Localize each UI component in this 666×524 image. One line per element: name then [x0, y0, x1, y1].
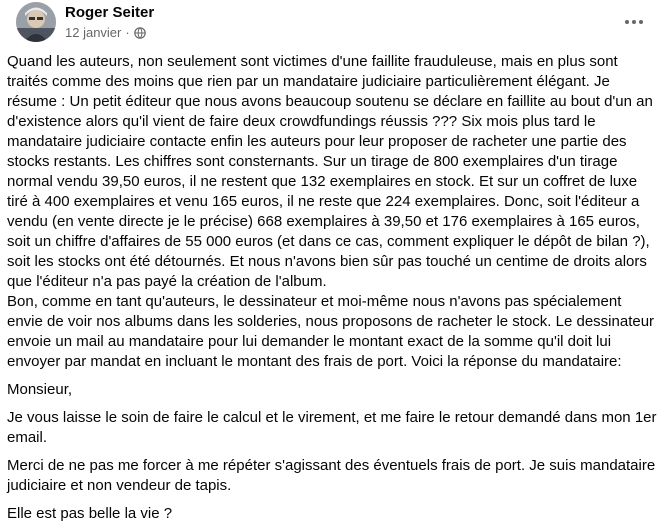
post-paragraph: Merci de ne pas me forcer à me répéter s'agissant des éventuels frais de port. Je suis mandataire judiciaire et non vendeur de tapis. [7, 457, 656, 494]
post-text [7, 52, 659, 524]
post-header [16, 2, 656, 42]
post-paragraph: Elle est pas belle la vie ? [7, 505, 173, 522]
post-meta [65, 25, 146, 40]
globe-icon[interactable] [134, 27, 146, 39]
post-paragraph: Quand les auteurs, non seulement sont victimes d'une faillite frauduleuse, mais en plus sont traités comme des moins que rien par un mandataire judiciaire particulièrement élégant. Je résume : Un petit éditeur que nous avons beaucoup soutenu se déclare en faillite au bout d'un an d'existence alors qu'il vient de faire deux crowdfundings réussis ??? Six mois plus tard le mandataire judiciaire contacte enfin les auteurs pour leur proposer de racheter une partie des stocks restants. Les chiffres sont consternants. Sur un tirage de 800 exemplaires d'un tirage normal vendu 39,50 euros, il ne restent que 132 exemplaires en stock. Et sur un coffret de luxe tiré à 400 exemplaires et venu 165 euros, il ne reste que 224 exemplaires. Donc, soit l'éditeur a vendu (en vente directe je le précise) 668 exemplaires à 39,50 et 176 exemplaires à 165 euros, soit un chiffre d'affaires de 55 000 euros (et dans ce cas, comment expliquer le dépôt de bilan ?), soit les stocks ont été détournés. Et nous n'avons bien sûr pas touché un centime de droits alors que l'éditeur n'a pas payé la création de l'album. [7, 53, 653, 290]
avatar[interactable] [16, 2, 56, 42]
meta-separator: · [125, 25, 130, 40]
more-dots-icon [624, 19, 644, 25]
more-options-button[interactable] [618, 6, 650, 38]
avatar-image [16, 2, 56, 42]
post-paragraph: Bon, comme en tant qu'auteurs, le dessinateur et moi-même nous n'avons pas spécialement envie de voir nos albums dans les solderies, nous proposons de racheter le stock. Le dessinateur envoie un mail au mandataire pour lui demander le montant exact de la somme qu'il doit lui envoyer par mandat en incluant le montant des frais de port. Voici la réponse du mandataire: [7, 293, 655, 370]
post-paragraph: Je vous laisse le soin de faire le calcul et le virement, et me faire le retour demandé dans mon 1er email. [7, 409, 657, 446]
post-date[interactable]: 12 janvier [65, 25, 122, 40]
author-name[interactable]: Roger Seiter [65, 4, 155, 21]
post-paragraph: Monsieur, [7, 381, 73, 398]
